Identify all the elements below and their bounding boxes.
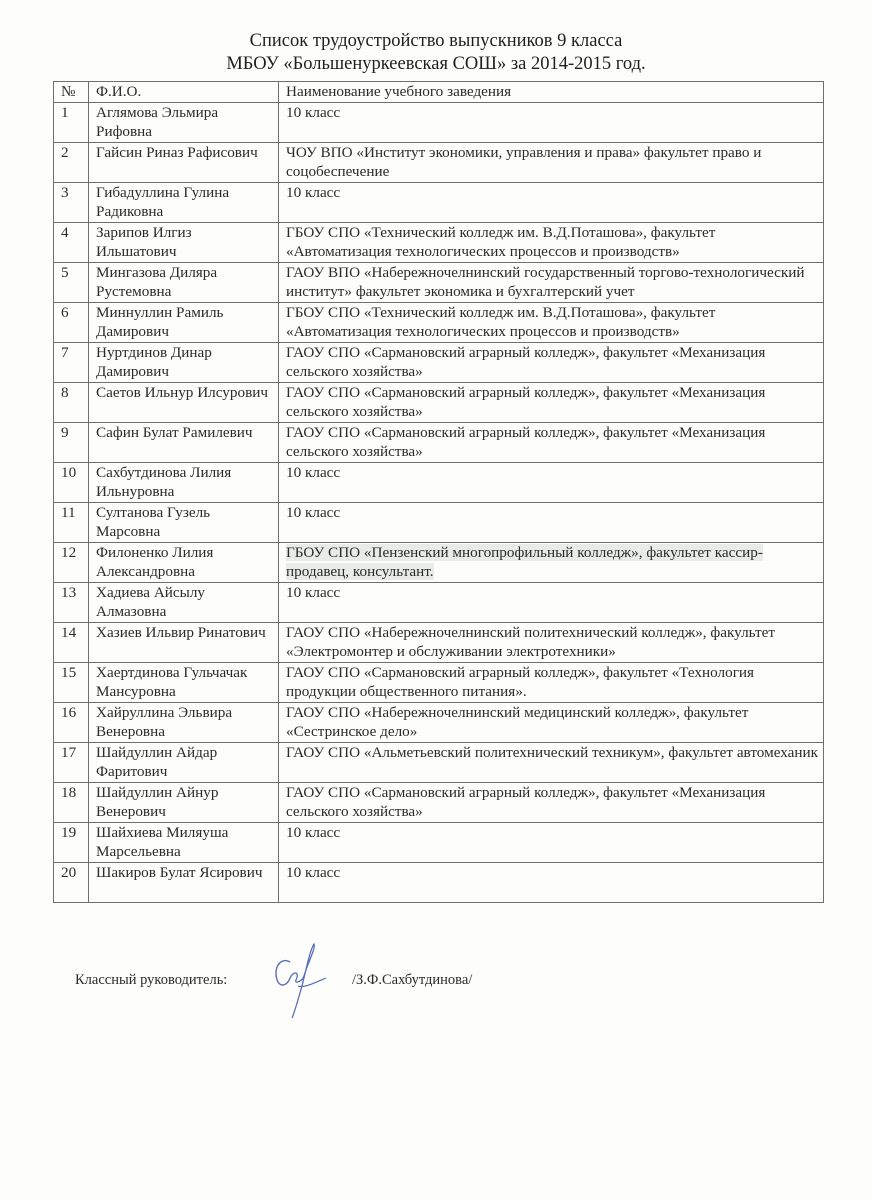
- institution-name-text: 10 класс: [286, 103, 341, 121]
- row-number-text: 4: [61, 223, 69, 241]
- institution-name: [279, 582, 824, 622]
- institution-name-text: ГБОУ СПО «Технический колледж им. В.Д.Поташова», факультет «Автоматизация технологических процессов и производств»: [286, 303, 716, 340]
- institution-name: [279, 262, 824, 302]
- table-row: [54, 342, 824, 382]
- student-name: [89, 262, 279, 302]
- header-num: №: [54, 82, 89, 103]
- row-number-text: 14: [61, 623, 77, 641]
- institution-name-text: 10 класс: [286, 503, 341, 521]
- table-row: [54, 622, 824, 662]
- institution-name: [279, 782, 824, 822]
- student-name-text: Хазиев Ильвир Ринатович: [96, 623, 266, 641]
- institution-name-text: ГАОУ СПО «Сармановский аграрный колледж», факультет «Технология продукции общественного питания».: [286, 663, 755, 700]
- student-name: [89, 142, 279, 182]
- row-number-text: 5: [61, 263, 69, 281]
- institution-name: [279, 542, 824, 582]
- table-row: [54, 742, 824, 782]
- table-row: [54, 702, 824, 742]
- institution-name-text: 10 класс: [286, 183, 341, 201]
- institution-name: [279, 102, 824, 142]
- row-number: [54, 462, 89, 502]
- student-name-text: Шакиров Булат Ясирович: [96, 863, 263, 881]
- institution-name: [279, 422, 824, 462]
- role-label: Классный руководитель:: [75, 972, 228, 988]
- row-number-text: 19: [61, 823, 77, 841]
- row-number-text: 8: [61, 383, 69, 401]
- row-number-text: 6: [61, 303, 69, 321]
- institution-name: [279, 862, 824, 902]
- header-name: Ф.И.О.: [89, 82, 279, 103]
- institution-name: [279, 342, 824, 382]
- student-name: [89, 502, 279, 542]
- row-number-text: 15: [61, 663, 77, 681]
- title-line-2: МБОУ «Большенуркеевская СОШ» за 2014-2015 год.: [226, 54, 646, 74]
- student-name-text: Шайдуллин Айнур Венерович: [96, 783, 219, 820]
- table-row: [54, 142, 824, 182]
- student-name: [89, 862, 279, 902]
- row-number: [54, 342, 89, 382]
- student-name-text: Мингазова Диляра Рустемовна: [96, 263, 218, 300]
- student-name: [89, 182, 279, 222]
- table-row: [54, 382, 824, 422]
- institution-name-text: 10 класс: [286, 463, 341, 481]
- row-number: [54, 422, 89, 462]
- row-number: [54, 862, 89, 902]
- table-row: [54, 182, 824, 222]
- student-name-text: Хайруллина Эльвира Венеровна: [96, 703, 233, 740]
- institution-name-text: ГБОУ СПО «Технический колледж им. В.Д.Поташова», факультет «Автоматизация технологических процессов и производств»: [286, 223, 716, 260]
- institution-name: [279, 222, 824, 262]
- student-name: [89, 462, 279, 502]
- row-number: [54, 302, 89, 342]
- row-number-text: 13: [61, 583, 77, 601]
- table-row: [54, 862, 824, 902]
- institution-name-text: ГАОУ СПО «Сармановский аграрный колледж», факультет «Механизация сельского хозяйства»: [286, 423, 766, 460]
- table-header-row: [54, 82, 824, 103]
- institution-name-text: 10 класс: [286, 823, 341, 841]
- header-institution: Наименование учебного заведения: [279, 82, 824, 103]
- student-name-text: Сафин Булат Рамилевич: [96, 423, 253, 441]
- student-name: [89, 582, 279, 622]
- row-number-text: 12: [61, 543, 77, 561]
- institution-name: [279, 662, 824, 702]
- student-name-text: Шайдуллин Айдар Фаритович: [96, 743, 218, 780]
- table-row: [54, 582, 824, 622]
- institution-name-text: ГАОУ СПО «Альметьевский политехнический техникум», факультет автомеханик: [286, 743, 819, 761]
- row-number: [54, 702, 89, 742]
- table-row: [54, 662, 824, 702]
- institution-name: [279, 142, 824, 182]
- student-name-text: Шайхиева Миляуша Марсельевна: [96, 823, 229, 860]
- institution-name-text: 10 класс: [286, 583, 341, 601]
- student-name-text: Аглямова Эльмира Рифовна: [96, 103, 219, 140]
- row-number-text: 10: [61, 463, 77, 481]
- table-row: [54, 302, 824, 342]
- row-number: [54, 622, 89, 662]
- student-name-text: Нуртдинов Динар Дамирович: [96, 343, 212, 380]
- row-number: [54, 582, 89, 622]
- student-name: [89, 742, 279, 782]
- table-row: [54, 422, 824, 462]
- table-row: [54, 782, 824, 822]
- student-name-text: Гибадуллина Гулина Радиковна: [96, 183, 230, 220]
- row-number-text: 3: [61, 183, 69, 201]
- institution-name: [279, 182, 824, 222]
- row-number-text: 7: [61, 343, 69, 361]
- row-number: [54, 502, 89, 542]
- institution-name-text: ГАОУ СПО «Набережночелнинский медицинский колледж», факультет «Сестринское дело»: [286, 703, 749, 740]
- table-row: [54, 222, 824, 262]
- row-number-text: 1: [61, 103, 69, 121]
- student-name: [89, 662, 279, 702]
- institution-name: [279, 462, 824, 502]
- institution-name-text: ЧОУ ВПО «Институт экономики, управления и права» факультет право и соцобеспечение: [286, 143, 762, 180]
- student-name: [89, 102, 279, 142]
- student-name: [89, 782, 279, 822]
- document-title: [0, 30, 872, 76]
- student-name: [89, 302, 279, 342]
- table-row: [54, 262, 824, 302]
- table-row: [54, 502, 824, 542]
- row-number-text: 20: [61, 863, 77, 881]
- row-number: [54, 822, 89, 862]
- institution-name: [279, 502, 824, 542]
- row-number: [54, 102, 89, 142]
- institution-name: [279, 822, 824, 862]
- row-number-text: 18: [61, 783, 77, 801]
- student-name-text: Филоненко Лилия Александровна: [96, 543, 214, 580]
- row-number: [54, 542, 89, 582]
- institution-name: [279, 622, 824, 662]
- student-name-text: Гайсин Риназ Рафисович: [96, 143, 258, 161]
- student-name: [89, 222, 279, 262]
- row-number: [54, 662, 89, 702]
- institution-name-text: ГАОУ СПО «Сармановский аграрный колледж», факультет «Механизация сельского хозяйства»: [286, 383, 766, 420]
- institution-name: [279, 702, 824, 742]
- signer-name: /З.Ф.Сахбутдинова/: [352, 972, 473, 988]
- student-name: [89, 702, 279, 742]
- student-name-text: Хадиева Айсылу Алмазовна: [96, 583, 206, 620]
- institution-name-text: ГБОУ СПО «Пензенский многопрофильный колледж», факультет кассир-продавец, консультант.: [286, 543, 763, 580]
- signature-icon: [268, 940, 338, 1020]
- row-number-text: 2: [61, 143, 69, 161]
- institution-name: [279, 382, 824, 422]
- student-name: [89, 382, 279, 422]
- table-row: [54, 542, 824, 582]
- student-name-text: Сахбутдинова Лилия Ильнуровна: [96, 463, 232, 500]
- institution-name-text: ГАОУ СПО «Сармановский аграрный колледж», факультет «Механизация сельского хозяйства»: [286, 343, 766, 380]
- row-number: [54, 182, 89, 222]
- institution-name: [279, 302, 824, 342]
- institution-name-text: ГАОУ СПО «Сармановский аграрный колледж», факультет «Механизация сельского хозяйства»: [286, 783, 766, 820]
- student-name-text: Султанова Гузель Марсовна: [96, 503, 211, 540]
- institution-name: [279, 742, 824, 782]
- graduates-table: [53, 81, 824, 903]
- student-name-text: Зарипов Илгиз Ильшатович: [96, 223, 192, 260]
- student-name-text: Саетов Ильнур Илсурович: [96, 383, 269, 401]
- row-number-text: 9: [61, 423, 69, 441]
- student-name-text: Миннуллин Рамиль Дамирович: [96, 303, 224, 340]
- row-number: [54, 142, 89, 182]
- institution-name-text: ГАОУ СПО «Набережночелнинский политехнический колледж», факультет «Электромонтер и обслуживании электротехники»: [286, 623, 776, 660]
- table-row: [54, 102, 824, 142]
- institution-name-text: ГАОУ ВПО «Набережночелнинский государственный торгово-технологический институт» факультет экономика и бухгалтерский учет: [286, 263, 805, 300]
- student-name: [89, 622, 279, 662]
- student-name-text: Хаертдинова Гульчачак Мансуровна: [96, 663, 248, 700]
- table-row: [54, 822, 824, 862]
- row-number-text: 16: [61, 703, 77, 721]
- student-name: [89, 422, 279, 462]
- row-number: [54, 742, 89, 782]
- student-name: [89, 342, 279, 382]
- title-line-1: Список трудоустройство выпускников 9 класса: [249, 31, 623, 51]
- row-number: [54, 782, 89, 822]
- student-name: [89, 822, 279, 862]
- row-number: [54, 222, 89, 262]
- table-row: [54, 462, 824, 502]
- row-number-text: 11: [61, 503, 76, 521]
- institution-name-text: 10 класс: [286, 863, 341, 881]
- row-number: [54, 262, 89, 302]
- row-number: [54, 382, 89, 422]
- student-name: [89, 542, 279, 582]
- row-number-text: 17: [61, 743, 77, 761]
